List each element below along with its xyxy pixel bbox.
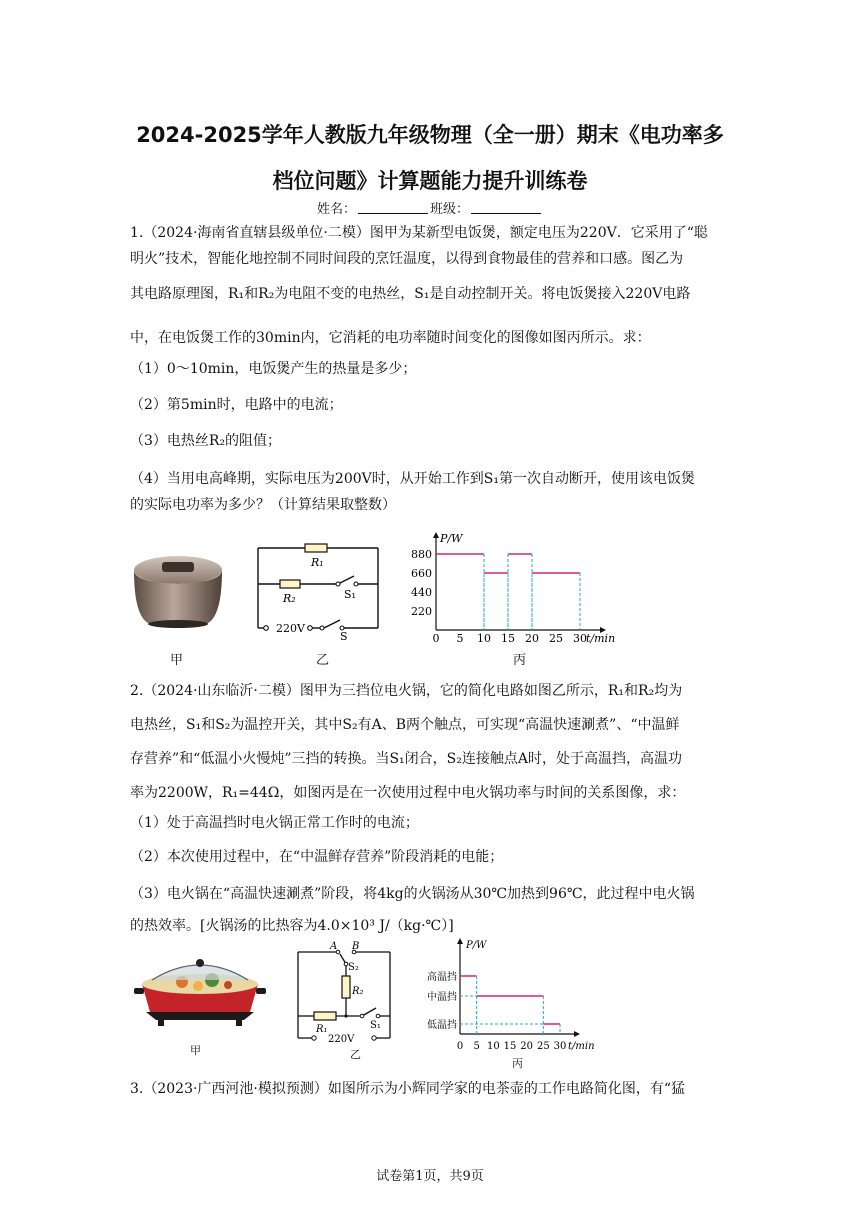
q1-circuit-s-label: S [340, 630, 348, 643]
q1-chart-y-tick: 220 [411, 605, 432, 618]
q1-chart-x-tick: 15 [501, 632, 515, 645]
q2-sub-3-line-1: （3）电火锅在“高温快速涮煮”阶段，将4kg的火锅汤从30℃加热到96℃，此过程中电火锅 [130, 886, 695, 902]
q2-sub-3-line-2: 的热效率。[火锅汤的比热容为4.0×10³ J/（kg·℃）] [130, 918, 454, 934]
q2-chart-y-tick: 低温挡 [427, 1020, 457, 1031]
q1-sub-4 [130, 466, 732, 518]
q1-chart-y-tick: 660 [411, 567, 432, 580]
q2-circuit-r2-label: R₂ [352, 986, 364, 997]
q1-chart-x-tick: 10 [477, 632, 491, 645]
q1-circuit-r1-label: R₁ [311, 556, 324, 569]
title-line-2: 档位问题》计算题能力提升训练卷 [272, 169, 588, 193]
q1-fig-label-yi: 乙 [316, 653, 330, 668]
rice-cooker-image [128, 548, 228, 630]
q1-chart-x-tick: 25 [549, 632, 563, 645]
title-line-1: 2024-2025学年人教版九年级物理（全一册）期末《电功率多 [136, 123, 724, 147]
q1-circuit-diagram [250, 540, 390, 645]
question-2 [130, 674, 732, 810]
q2-line-4: 率为2200W，R₁=44Ω，如图丙是在一次使用过程中电火锅功率与时间的关系图像，求： [130, 785, 686, 801]
q2-fig-label-bing: 丙 [512, 1057, 523, 1070]
q1-sub-2: （2）第5min时，电路中的电流； [130, 397, 343, 413]
q1-chart-x-tick: 20 [525, 632, 539, 645]
q2-sub-3 [130, 878, 732, 942]
q1-line-2: 明火”技术，智能化地控制不同时间段的烹饪温度，以得到食物最佳的营养和口感。图乙为 [130, 251, 684, 267]
q1-sub-3: （3）电热丝R₂的阻值； [130, 433, 282, 449]
student-info-line [0, 198, 860, 217]
q1-circuit-voltage-label: 220V [276, 622, 305, 635]
q1-circuit-r2-label: R₂ [283, 592, 296, 605]
q1-chart-x-tick: 5 [456, 632, 464, 645]
q2-line-3: 存营养”和“低温小火慢炖”三挡的转换。当S₁闭合，S₂连接触点A时，处于高温挡，高温功 [130, 751, 682, 767]
q1-chart-xlabel: t/min [586, 632, 616, 645]
q1-chart-y-tick: 440 [411, 586, 432, 599]
q2-fig-label-jia: 甲 [190, 1044, 201, 1057]
q2-circuit-voltage-label: 220V [328, 1034, 355, 1045]
q2-chart-x-tick: 0 [456, 1041, 464, 1052]
q1-line-1: 1.（2024·海南省直辖县级单位·二模）图甲为某新型电饭煲，额定电压为220V．它采用了“聪 [130, 225, 708, 241]
q2-circuit-a-label: A [330, 941, 338, 952]
q1-chart-y-tick: 880 [411, 548, 432, 561]
q1-fig-label-bing: 丙 [513, 653, 527, 668]
question-3 [130, 1076, 732, 1102]
q2-chart-x-tick: 5 [473, 1041, 480, 1052]
q2-circuit-s1-label: S₁ [370, 1020, 381, 1031]
q1-line-3: 其电路原理图，R₁和R₂为电阻不变的电热丝，S₁是自动控制开关。将电饭煲接入220V电路 [130, 286, 691, 302]
q2-chart-x-tick: 15 [503, 1041, 517, 1052]
name-label: 姓名： [316, 202, 356, 217]
page-title [60, 112, 800, 204]
q2-chart-y-tick: 中温挡 [427, 992, 457, 1003]
page-footer: 试卷第1页，共9页 [376, 1169, 484, 1184]
q1-power-time-chart [400, 530, 630, 650]
q2-line-2: 电热丝，S₁和S₂为温控开关，其中S₂有A、B两个触点，可实现“高温快速涮煮”、“中温鲜 [130, 717, 680, 733]
q1-chart-x-tick: 30 [573, 632, 587, 645]
q2-circuit-r1-label: R₁ [316, 1024, 328, 1035]
class-blank[interactable] [471, 201, 541, 214]
q2-power-time-chart [412, 934, 612, 1058]
q1-chart-ylabel: P/W [440, 532, 463, 545]
question-1 [130, 220, 732, 360]
q2-sub-1: （1）处于高温挡时电火锅正常工作时的电流； [130, 815, 419, 831]
q1-chart-x-tick: 0 [432, 632, 440, 645]
q2-chart-x-tick: 25 [536, 1041, 550, 1052]
q1-fig-label-jia: 甲 [170, 653, 184, 668]
q2-circuit-b-label: B [352, 941, 360, 952]
q2-circuit-diagram [290, 940, 400, 1052]
q2-chart-y-tick: 高温挡 [427, 972, 457, 983]
hot-pot-image [132, 954, 268, 1030]
q2-chart-x-tick: 10 [486, 1041, 500, 1052]
q1-sub-1: （1）0～10min，电饭煲产生的热量是多少； [130, 361, 417, 377]
class-label: 班级： [430, 202, 470, 217]
q2-fig-label-yi: 乙 [350, 1048, 361, 1061]
q3-line-1: 3.（2023·广西河池·模拟预测）如图所示为小辉同学家的电茶壶的工作电路简化图，有“猛 [130, 1081, 686, 1097]
q2-chart-x-tick: 30 [553, 1041, 567, 1052]
name-blank[interactable] [358, 201, 428, 214]
q1-line-4: 中，在电饭煲工作的30min内，它消耗的电功率随时间变化的图像如图丙所示。求： [130, 330, 651, 346]
q2-sub-2: （2）本次使用过程中，在“中温鲜存营养”阶段消耗的电能； [130, 849, 504, 865]
q2-chart-ylabel: P/W [466, 940, 487, 951]
q2-line-1: 2.（2024·山东临沂·二模）图甲为三挡位电火锅，它的简化电路如图乙所示，R₁和R₂均为 [130, 683, 683, 699]
q1-circuit-s1-label: S₁ [344, 588, 356, 601]
q2-circuit-s2-label: S₂ [348, 962, 359, 973]
q1-sub-4-line-2: 的实际电功率为多少？（计算结果取整数） [130, 497, 396, 513]
q2-chart-x-tick: 20 [520, 1041, 534, 1052]
q2-chart-xlabel: t/min [568, 1041, 595, 1052]
q1-sub-4-line-1: （4）当用电高峰期，实际电压为200V时，从开始工作到S₁第一次自动断开，使用该电饭煲 [130, 471, 695, 487]
